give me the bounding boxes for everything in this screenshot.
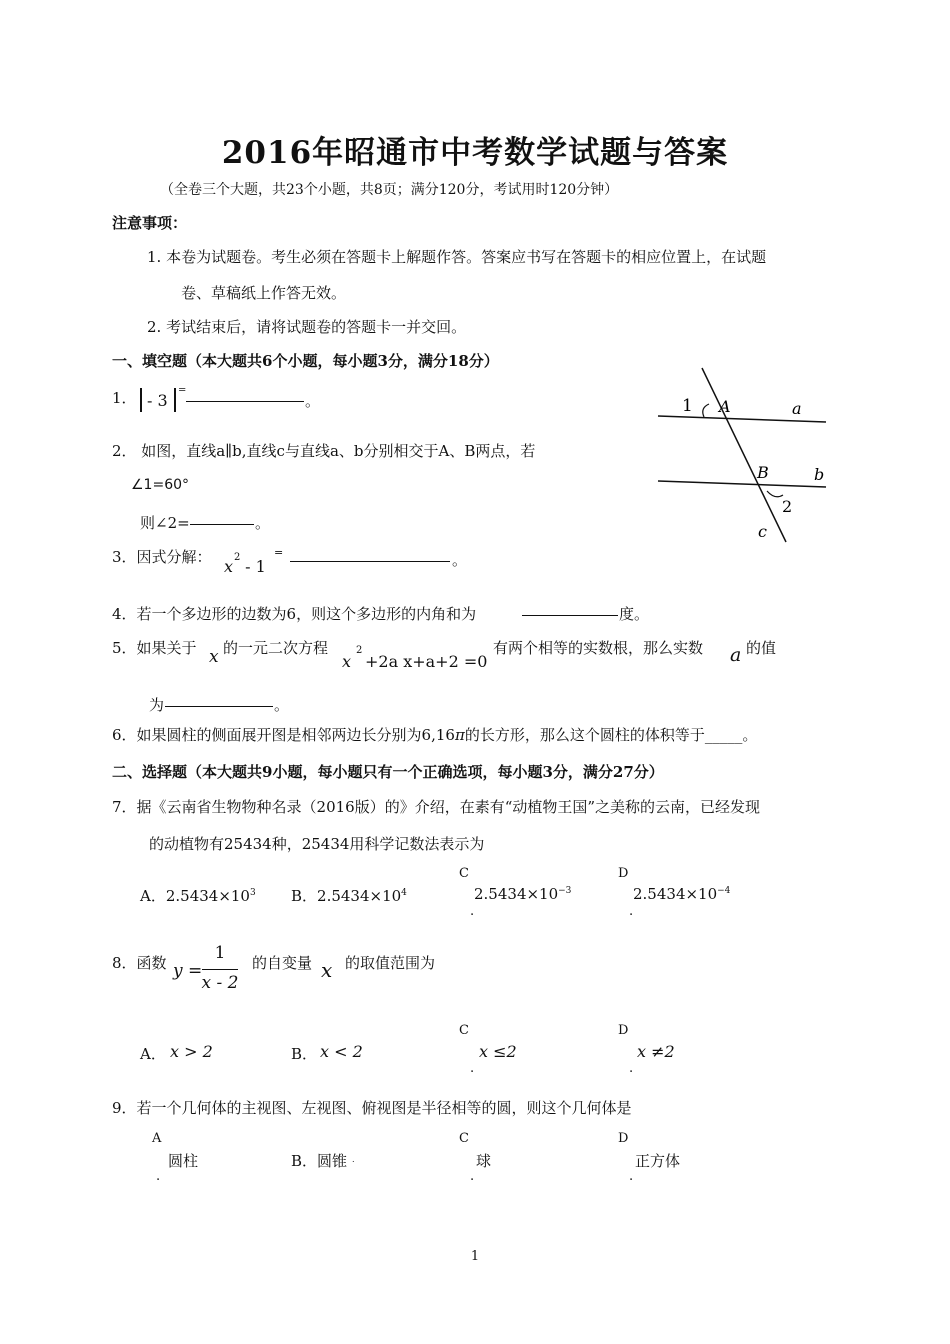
q5-answer-blank[interactable]: [165, 692, 273, 707]
q8-pre: 8．函数: [112, 954, 167, 972]
notice-item-1-cont: 卷、草稿纸上作答无效。: [181, 284, 347, 302]
q8-option-a-label: A．: [140, 1045, 166, 1063]
q7-line-1: 7．据《云南省生物物种名录（2016版）的》介绍，在素有“动植物王国”之美称的云南，已经发现: [112, 798, 761, 816]
q9-option-c-dot: .: [470, 1169, 475, 1184]
q7-option-a-text: A．2.5434×10: [140, 887, 250, 905]
q8-option-d[interactable]: x ≠2: [637, 1042, 675, 1061]
q7-option-d-letter: D: [618, 866, 629, 881]
notice-item-2: 2. 考试结束后，请将试题卷的答题卡一并交回。: [147, 318, 467, 336]
q7-option-a[interactable]: [140, 885, 256, 906]
q5-var-x: x: [209, 647, 219, 667]
q8-option-c[interactable]: x ≤2: [479, 1042, 517, 1061]
figure-label-b: b: [814, 465, 825, 484]
q5-pre: 5．如果关于: [112, 639, 197, 657]
q3-equals: =: [274, 546, 284, 559]
section-1-heading: 一、填空题（本大题共6个小题，每小题3分，满分18分）: [112, 352, 499, 370]
q6-blank-tail: _: [734, 726, 743, 744]
figure-label-B: B: [757, 463, 769, 482]
q7-option-b[interactable]: [291, 885, 407, 906]
q8-option-c-letter: C: [459, 1023, 469, 1038]
q7-option-d-text: 2.5434×10: [633, 885, 718, 903]
q5-eq-sup: 2: [356, 645, 363, 656]
q6-end: 。: [742, 726, 758, 744]
q2-line-3: 则∠2=: [140, 514, 190, 532]
q8-y-equals: y =: [173, 961, 203, 981]
q5-equation: +2a x+a+2 =0: [365, 652, 488, 671]
parallel-lines-figure: [650, 360, 840, 550]
q8-option-b-label: B．: [291, 1045, 318, 1063]
q1-number: 1．: [112, 389, 137, 407]
q9-option-a-dot: .: [156, 1169, 161, 1184]
q4-text: 4．若一个多边形的边数为6，则这个多边形的内角和为: [112, 605, 477, 623]
angle-2-arc: [767, 491, 783, 497]
q7-option-c[interactable]: [474, 885, 571, 903]
angle-1-arc: [703, 404, 709, 417]
notice-item-1: 1. 本卷为试题卷。考生必须在答题卡上解题作答。答案应书写在答题卡的相应位置上，在试题: [147, 248, 767, 266]
q7-line-2: 的动植物有25434种，25434用科学记数法表示为: [149, 835, 485, 853]
q9-option-a-letter: A: [152, 1131, 162, 1146]
q8-option-d-letter: D: [618, 1023, 629, 1038]
q6-text-main: 6．如果圆柱的侧面展开图是相邻两边长分别为6,16: [112, 726, 455, 744]
q5-eq-x: x: [342, 652, 352, 671]
q8-mid: 的自变量: [252, 954, 313, 972]
q4-end: 度。: [619, 605, 650, 623]
q4-answer-blank[interactable]: [522, 601, 618, 616]
q1-equals: =: [178, 385, 187, 396]
q5-line-2-end: 。: [274, 696, 290, 714]
q8-option-c-dot: .: [470, 1061, 475, 1076]
q2-answer-blank[interactable]: [190, 510, 254, 525]
q8-fraction: [200, 943, 240, 999]
figure-label-1: 1: [682, 396, 693, 416]
q8-post: 的取值范围为: [345, 954, 436, 972]
q7-option-d-dot: .: [629, 904, 634, 919]
q5-post: 有两个相等的实数根，那么实数: [493, 639, 704, 657]
q2-line-2: ∠1=60°: [131, 477, 190, 493]
q7-option-a-exp: 3: [249, 888, 256, 898]
q8-fraction-denominator: x - 2: [201, 973, 239, 993]
section-2-heading: 二、选择题（本大题共9小题，每小题只有一个正确选项，每小题3分，满分27分）: [112, 763, 664, 781]
q8-option-d-dot: .: [629, 1061, 634, 1076]
q9-text: 9．若一个几何体的主视图、左视图、俯视图是半径相等的圆，则这个几何体是: [112, 1099, 632, 1117]
q8-fraction-numerator: 1: [214, 943, 226, 963]
notice-heading: 注意事项：: [112, 214, 188, 232]
figure-label-a: a: [792, 399, 802, 418]
q3-end: 。: [452, 551, 468, 569]
q7-option-c-text: 2.5434×10: [474, 885, 559, 903]
q6-text: [112, 724, 757, 745]
q9-option-c[interactable]: 球: [476, 1152, 492, 1170]
q7-option-b-exp: 4: [401, 888, 407, 898]
figure-label-c: c: [758, 522, 767, 541]
q9-option-d[interactable]: 正方体: [635, 1152, 681, 1170]
q5-mid: 的一元二次方程: [223, 639, 329, 657]
q1-expression: - 3: [147, 391, 168, 410]
page-subtitle: （全卷三个大题，共23个小题，共8页；满分120分，考试用时120分钟）: [160, 182, 619, 198]
line-b: [658, 481, 826, 487]
q5-var-a: a: [730, 644, 742, 666]
q2-end: 。: [255, 514, 271, 532]
q3-expr-x: x: [224, 557, 234, 576]
abs-bar-right: [174, 388, 176, 412]
q9-option-d-letter: D: [618, 1131, 629, 1146]
q7-option-b-text: B．2.5434×10: [291, 887, 402, 905]
q8-var-x: x: [321, 958, 333, 982]
q3-expr-sup: 2: [234, 552, 241, 563]
q7-option-d[interactable]: [633, 885, 730, 903]
q9-option-c-letter: C: [459, 1131, 469, 1146]
q3-answer-blank[interactable]: [290, 547, 450, 562]
q3-text: 3．因式分解：: [112, 548, 212, 566]
q6-answer-blank[interactable]: ____: [704, 726, 735, 744]
page-title: 2016年昭通市中考数学试题与答案: [221, 135, 729, 171]
page-number: 1: [470, 1249, 480, 1264]
q8-option-b[interactable]: x < 2: [320, 1042, 363, 1061]
q1-end: 。: [305, 392, 321, 410]
q9-option-a[interactable]: 圆柱: [168, 1152, 199, 1170]
figure-label-2: 2: [782, 497, 793, 516]
q7-option-c-dot: .: [470, 904, 475, 919]
q2-line-1: 2． 如图，直线a∥b,直线c与直线a、b分别相交于A、B两点，若: [112, 442, 536, 460]
q9-option-d-dot: .: [629, 1169, 634, 1184]
q1-answer-blank[interactable]: [186, 387, 304, 402]
q5-line-2: 为: [149, 696, 165, 714]
abs-bar-left: [140, 388, 142, 412]
q8-fraction-bar: [202, 969, 238, 970]
figure-label-A: A: [719, 397, 731, 416]
q9-option-b[interactable]: B．圆锥: [291, 1152, 348, 1170]
q5-end: 的值: [746, 639, 777, 657]
q8-option-a[interactable]: x > 2: [170, 1042, 213, 1061]
q7-option-c-letter: C: [459, 866, 469, 881]
line-c: [702, 368, 786, 542]
q9-option-b-dot: .: [352, 1155, 355, 1164]
pi-symbol: π: [454, 726, 465, 744]
q7-option-d-exp: −4: [717, 886, 731, 896]
q3-expr-rest: - 1: [240, 557, 266, 576]
q6-text-rest: 的长方形，那么这个圆柱的体积等于: [464, 726, 705, 744]
q7-option-c-exp: −3: [558, 886, 572, 896]
